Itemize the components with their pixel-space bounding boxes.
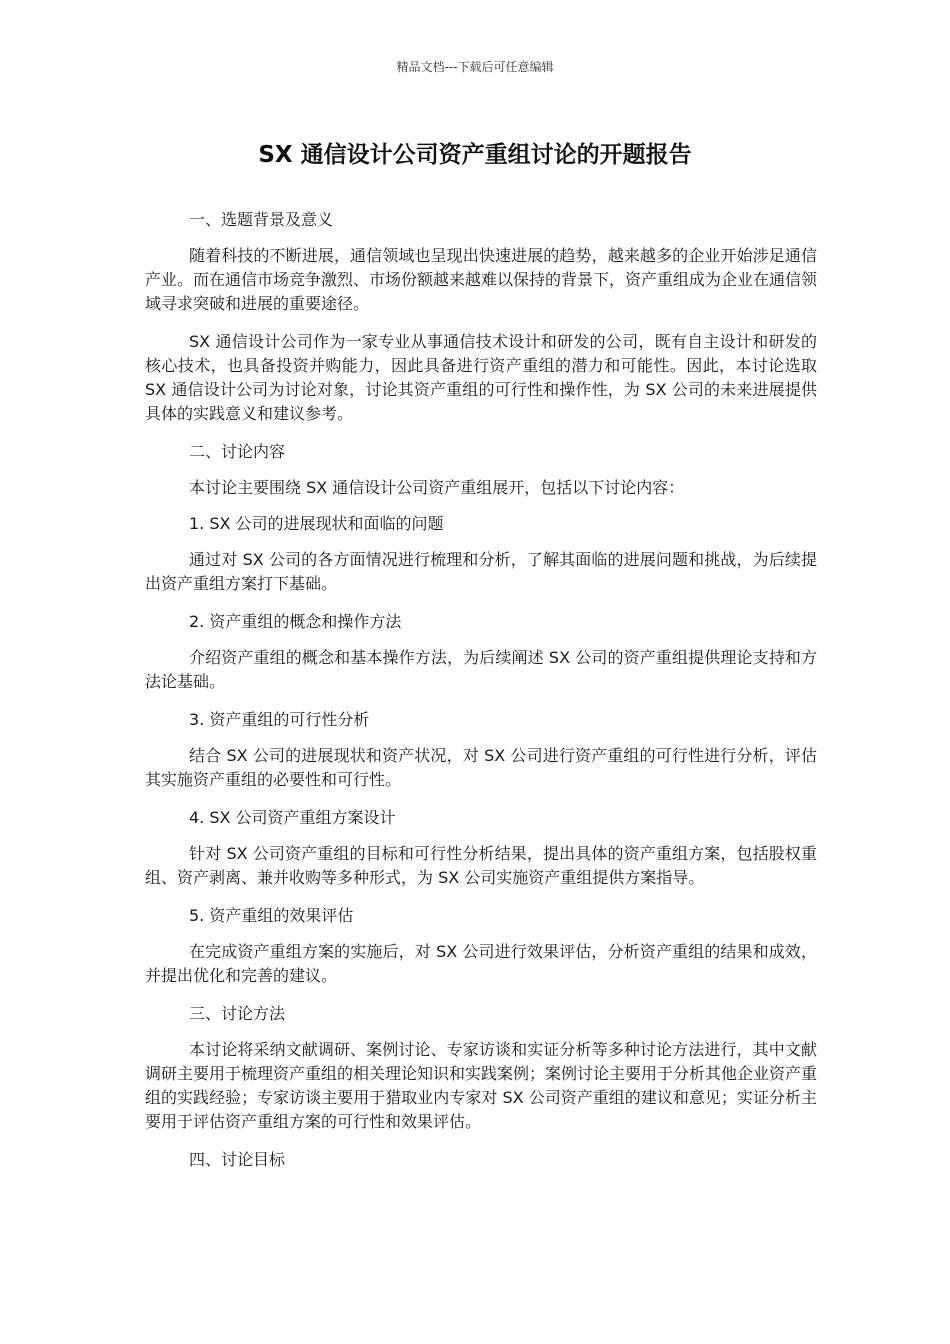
section-heading-goals: 四、讨论目标 [189, 1150, 286, 1169]
paragraph-item-2: 介绍资产重组的概念和基本操作方法，为后续阐述 SX 公司的资产重组提供理论支持和方法论基础。 [145, 648, 817, 691]
paragraph-background-2: SX 通信设计公司作为一家专业从事通信技术设计和研发的公司，既有自主设计和研发的核心技术，也具备投资并购能力，因此具备进行资产重组的潜力和可能性。因此，本讨论选取 SX 通信设计公司为讨论对象，讨论其资产重组的可行性和操作性，为 SX 公司的未来进展提供具体的实践意义和建议参考。 [145, 332, 817, 423]
paragraph-background-1: 随着科技的不断进展，通信领域也呈现出快速进展的趋势，越来越多的企业开始涉足通信产业。而在通信市场竞争激烈、市场份额越来越难以保持的背景下，资产重组成为企业在通信领域寻求突破和进展的重要途径。 [145, 246, 818, 313]
paragraph-item-3: 结合 SX 公司的进展现状和资产状况，对 SX 公司进行资产重组的可行性进行分析，评估其实施资产重组的必要性和可行性。 [145, 746, 817, 789]
paragraph-content-intro: 本讨论主要围绕 SX 通信设计公司资产重组展开，包括以下讨论内容： [189, 478, 685, 497]
section-heading-methods: 三、讨论方法 [189, 1004, 286, 1023]
section-heading-background: 一、选题背景及意义 [189, 210, 334, 229]
header-note: 精品文档---下载后可任意编辑 [396, 60, 554, 74]
paragraph-item-1: 通过对 SX 公司的各方面情况进行梳理和分析，了解其面临的进展问题和挑战，为后续提出资产重组方案打下基础。 [145, 550, 817, 593]
document-body [145, 208, 817, 1184]
paragraph-item-5: 在完成资产重组方案的实施后，对 SX 公司进行效果评估，分析资产重组的结果和成效，并提出优化和完善的建议。 [145, 942, 817, 985]
paragraph-methods: 本讨论将采纳文献调研、案例讨论、专家访谈和实证分析等多种讨论方法进行，其中文献调研主要用于梳理资产重组的相关理论知识和实践案例；案例讨论主要用于分析其他企业资产重组的实践经验；专家访谈主要用于猎取业内专家对 SX 公司资产重组的建议和意见；实证分析主要用于评估资产重组方案的可行性和效果评估。 [145, 1040, 818, 1131]
paragraph-item-4: 针对 SX 公司资产重组的目标和可行性分析结果，提出具体的资产重组方案，包括股权重组、资产剥离、兼并收购等多种形式，为 SX 公司实施资产重组提供方案指导。 [145, 844, 817, 887]
subheading-3: 3. 资产重组的可行性分析 [189, 710, 370, 729]
subheading-4: 4. SX 公司资产重组方案设计 [189, 808, 396, 827]
subheading-1: 1. SX 公司的进展现状和面临的问题 [189, 514, 444, 533]
subheading-2: 2. 资产重组的概念和操作方法 [189, 612, 402, 631]
subheading-5: 5. 资产重组的效果评估 [189, 906, 354, 925]
document-title: SX 通信设计公司资产重组讨论的开题报告 [258, 142, 692, 168]
section-heading-content: 二、讨论内容 [189, 442, 286, 461]
